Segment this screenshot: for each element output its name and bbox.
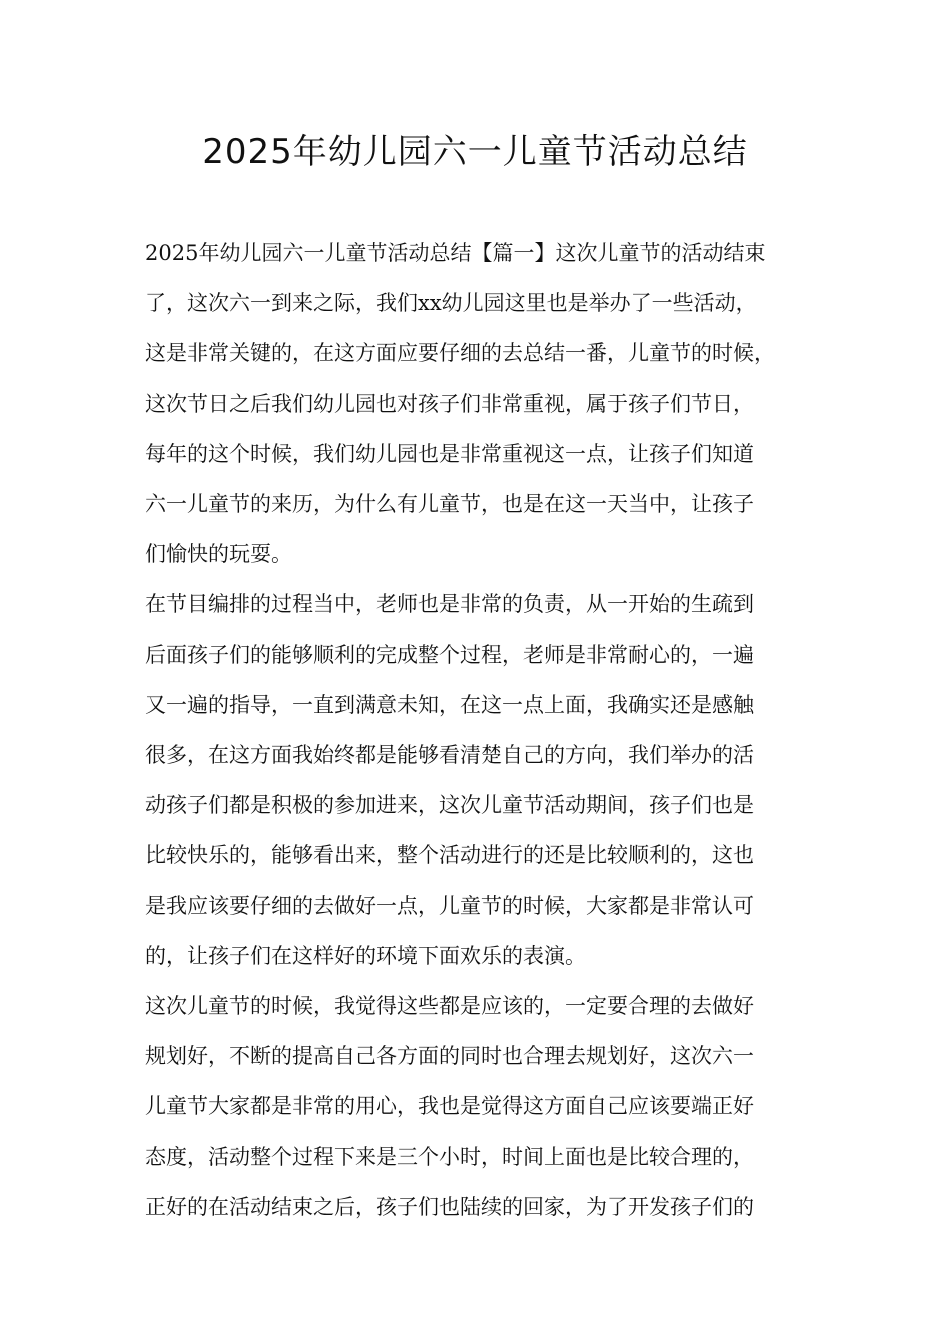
text-line: 2025年幼儿园六一儿童节活动总结【篇一】这次儿童节的活动结束 bbox=[145, 241, 766, 265]
text-line: 的，让孩子们在这样好的环境下面欢乐的表演。 bbox=[145, 943, 586, 968]
text-line: 了，这次六一到来之际，我们xx幼儿园这里也是举办了一些活动， bbox=[145, 291, 757, 316]
text-line: 又一遍的指导，一直到满意未知，在这一点上面，我确实还是感触 bbox=[145, 692, 754, 717]
text-line: 每年的这个时候，我们幼儿园也是非常重视这一点，让孩子们知道 bbox=[145, 441, 754, 466]
text-line: 很多，在这方面我始终都是能够看清楚自己的方向，我们举办的活 bbox=[145, 743, 754, 768]
text-line: 这次节日之后我们幼儿园也对孩子们非常重视，属于孩子们节日， bbox=[145, 391, 754, 416]
text-line: 在节目编排的过程当中，老师也是非常的负责，从一开始的生疏到 bbox=[145, 592, 754, 617]
text-line: 是我应该要仔细的去做好一点，儿童节的时候，大家都是非常认可 bbox=[145, 893, 754, 918]
text-line: 正好的在活动结束之后，孩子们也陆续的回家，为了开发孩子们的 bbox=[145, 1194, 754, 1219]
text-line: 六一儿童节的来历，为什么有儿童节，也是在这一天当中，让孩子 bbox=[145, 492, 754, 517]
text-line: 这次儿童节的时候，我觉得这些都是应该的，一定要合理的去做好 bbox=[145, 994, 754, 1019]
text-line: 儿童节大家都是非常的用心，我也是觉得这方面自己应该要端正好 bbox=[145, 1094, 754, 1119]
text-line: 动孩子们都是积极的参加进来，这次儿童节活动期间，孩子们也是 bbox=[145, 793, 754, 818]
text-line: 这是非常关键的，在这方面应要仔细的去总结一番，儿童节的时候， bbox=[145, 341, 775, 366]
text-line: 比较快乐的，能够看出来，整个活动进行的还是比较顺利的，这也 bbox=[145, 843, 754, 868]
text-line: 后面孩子们的能够顺利的完成整个过程，老师是非常耐心的，一遍 bbox=[145, 642, 754, 667]
page-title: 2025年幼儿园六一儿童节活动总结 bbox=[202, 132, 748, 172]
text-line: 们愉快的玩耍。 bbox=[145, 542, 292, 567]
text-line: 规划好，不断的提高自己各方面的同时也合理去规划好，这次六一 bbox=[145, 1044, 754, 1069]
document-body bbox=[145, 228, 813, 1232]
text-line: 态度，活动整个过程下来是三个小时，时间上面也是比较合理的， bbox=[145, 1144, 754, 1169]
